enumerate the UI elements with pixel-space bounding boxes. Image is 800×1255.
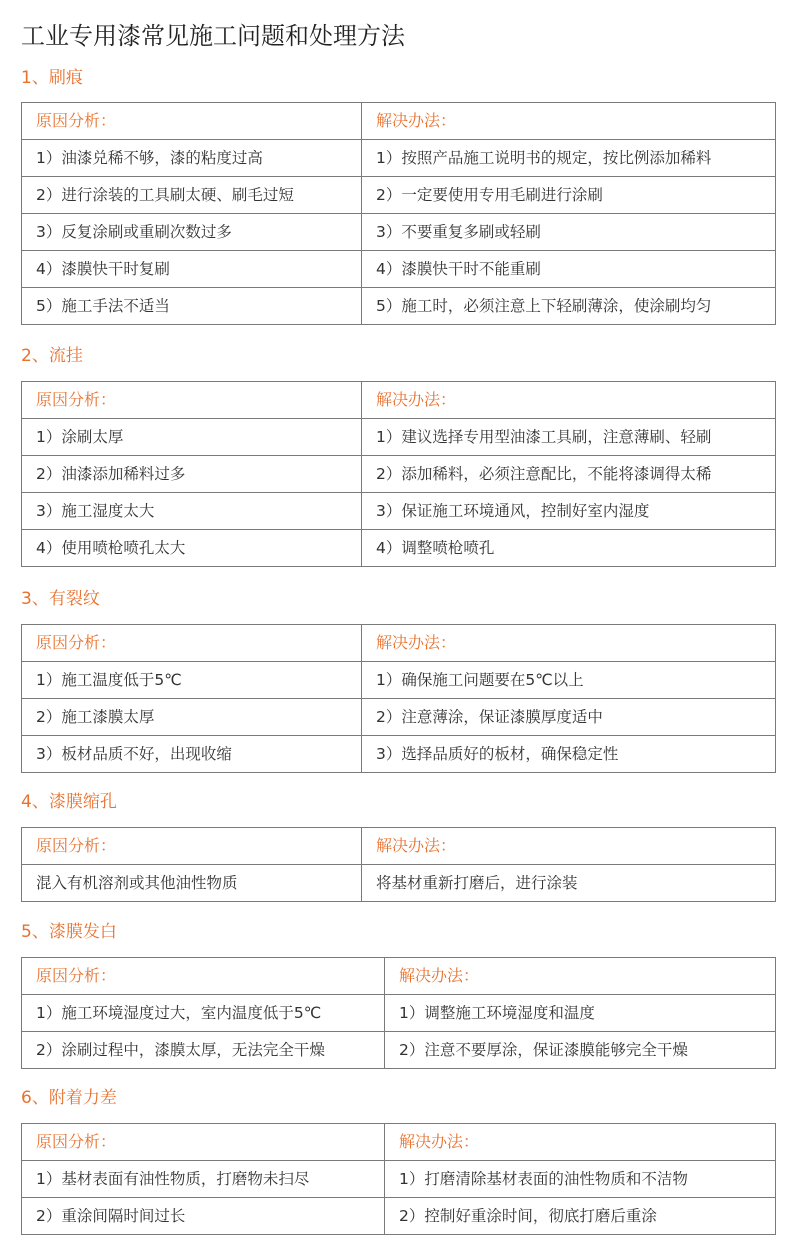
table-header-row	[22, 382, 776, 419]
table-row	[22, 177, 776, 214]
cause-cell: 2）施工漆膜太厚	[22, 699, 362, 736]
table-row	[22, 699, 776, 736]
issue-table	[21, 381, 776, 567]
solution-cell: 1）建议选择专用型油漆工具刷，注意薄刷、轻刷	[362, 419, 776, 456]
cause-cell: 3）反复涂刷或重刷次数过多	[22, 214, 362, 251]
table-row	[22, 419, 776, 456]
solution-cell: 3）不要重复多刷或轻刷	[362, 214, 776, 251]
cause-header: 原因分析：	[22, 828, 362, 865]
section-brush-marks	[21, 66, 775, 315]
section-cratering	[21, 790, 775, 892]
table-row	[22, 456, 776, 493]
section-sagging	[21, 344, 775, 557]
table-row	[22, 493, 776, 530]
table-row	[22, 251, 776, 288]
solution-cell: 2）控制好重涂时间，彻底打磨后重涂	[385, 1198, 776, 1235]
table-row	[22, 995, 776, 1032]
section-blushing	[21, 920, 775, 1059]
solution-cell: 2）添加稀料，必须注意配比，不能将漆调得太稀	[362, 456, 776, 493]
solution-cell: 1）按照产品施工说明书的规定，按比例添加稀料	[362, 140, 776, 177]
table-row	[22, 140, 776, 177]
table-row	[22, 214, 776, 251]
solution-header: 解决办法：	[362, 828, 776, 865]
table-row	[22, 865, 776, 902]
issue-table	[21, 1123, 776, 1235]
solution-cell: 1）确保施工问题要在5℃以上	[362, 662, 776, 699]
cause-header: 原因分析：	[22, 1124, 385, 1161]
solution-cell: 2）一定要使用专用毛刷进行涂刷	[362, 177, 776, 214]
cause-header: 原因分析：	[22, 625, 362, 662]
solution-cell: 1）打磨清除基材表面的油性物质和不洁物	[385, 1161, 776, 1198]
table-header-row	[22, 1124, 776, 1161]
cause-cell: 4）漆膜快干时复刷	[22, 251, 362, 288]
solution-cell: 3）保证施工环境通风，控制好室内湿度	[362, 493, 776, 530]
cause-cell: 5）施工手法不适当	[22, 288, 362, 325]
cause-cell: 1）涂刷太厚	[22, 419, 362, 456]
solution-cell: 4）漆膜快干时不能重刷	[362, 251, 776, 288]
section-title: 1、刷痕	[21, 68, 83, 88]
issue-table	[21, 957, 776, 1069]
cause-cell: 2）涂刷过程中，漆膜太厚，无法完全干燥	[22, 1032, 385, 1069]
table-header-row	[22, 625, 776, 662]
section-title: 5、漆膜发白	[21, 922, 117, 942]
cause-header: 原因分析：	[22, 958, 385, 995]
cause-cell: 2）油漆添加稀料过多	[22, 456, 362, 493]
solution-cell: 2）注意薄涂，保证漆膜厚度适中	[362, 699, 776, 736]
cause-cell: 1）施工温度低于5℃	[22, 662, 362, 699]
cause-cell: 1）油漆兑稀不够，漆的粘度过高	[22, 140, 362, 177]
table-header-row	[22, 828, 776, 865]
solution-cell: 4）调整喷枪喷孔	[362, 530, 776, 567]
issue-table	[21, 102, 776, 325]
solution-header: 解决办法：	[362, 625, 776, 662]
page-title: 工业专用漆常见施工问题和处理方法	[21, 22, 405, 50]
solution-header: 解决办法：	[385, 958, 776, 995]
solution-cell: 1）调整施工环境湿度和温度	[385, 995, 776, 1032]
solution-header: 解决办法：	[362, 382, 776, 419]
cause-header: 原因分析：	[22, 382, 362, 419]
cause-header: 原因分析：	[22, 103, 362, 140]
solution-cell: 5）施工时，必须注意上下轻刷薄涂，使涂刷均匀	[362, 288, 776, 325]
cause-cell: 2）重涂间隔时间过长	[22, 1198, 385, 1235]
table-header-row	[22, 958, 776, 995]
section-title: 6、附着力差	[21, 1088, 117, 1108]
solution-cell: 2）注意不要厚涂，保证漆膜能够完全干燥	[385, 1032, 776, 1069]
table-row	[22, 736, 776, 773]
solution-header: 解决办法：	[385, 1124, 776, 1161]
table-row	[22, 1032, 776, 1069]
section-title: 3、有裂纹	[21, 589, 100, 609]
cause-cell: 3）板材品质不好，出现收缩	[22, 736, 362, 773]
issue-table	[21, 624, 776, 773]
table-row	[22, 1161, 776, 1198]
cause-cell: 1）基材表面有油性物质，打磨物未扫尽	[22, 1161, 385, 1198]
table-row	[22, 1198, 776, 1235]
solution-header: 解决办法：	[362, 103, 776, 140]
issue-table	[21, 827, 776, 902]
section-cracking	[21, 587, 775, 763]
solution-cell: 3）选择品质好的板材，确保稳定性	[362, 736, 776, 773]
cause-cell: 2）进行涂装的工具刷太硬、刷毛过短	[22, 177, 362, 214]
cause-cell: 3）施工湿度太大	[22, 493, 362, 530]
section-title: 2、流挂	[21, 346, 83, 366]
table-row	[22, 662, 776, 699]
table-row	[22, 530, 776, 567]
cause-cell: 4）使用喷枪喷孔太大	[22, 530, 362, 567]
section-poor-adhesion	[21, 1086, 775, 1225]
cause-cell: 1）施工环境湿度过大，室内温度低于5℃	[22, 995, 385, 1032]
table-row	[22, 288, 776, 325]
solution-cell: 将基材重新打磨后，进行涂装	[362, 865, 776, 902]
section-title: 4、漆膜缩孔	[21, 792, 117, 812]
table-header-row	[22, 103, 776, 140]
cause-cell: 混入有机溶剂或其他油性物质	[22, 865, 362, 902]
